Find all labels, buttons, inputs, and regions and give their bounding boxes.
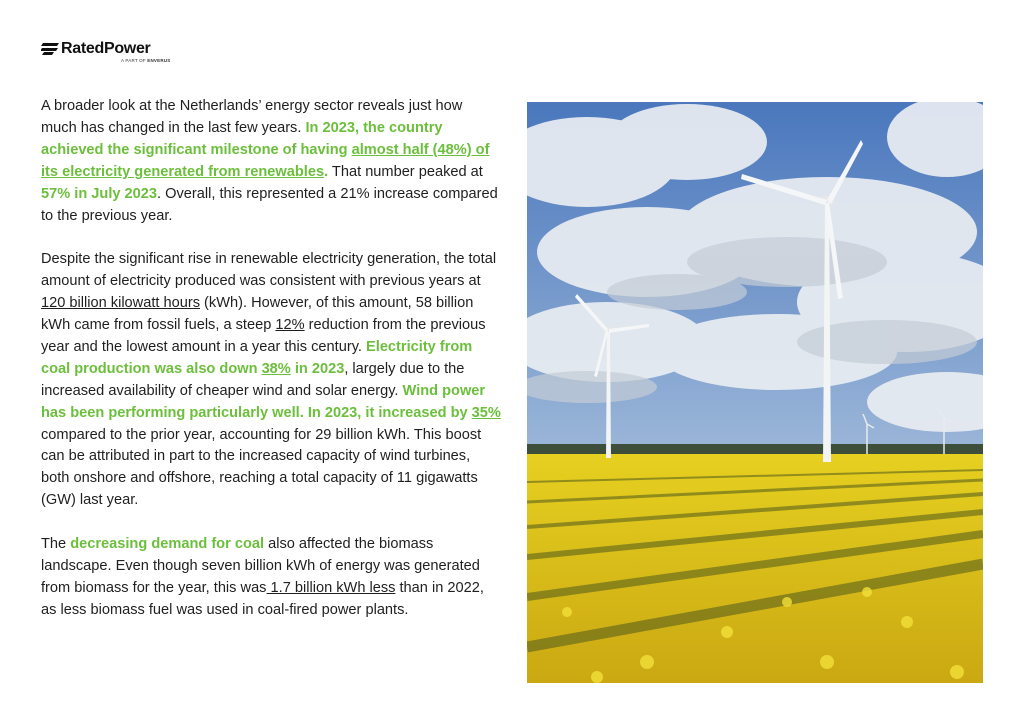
brand-tagline: A PART OF ENVERUS [121,58,171,63]
article-text [41,96,501,644]
link-35-percent[interactable]: 35% [471,404,501,421]
link-38-percent[interactable]: 38% [261,360,291,377]
ratedpower-logo [41,40,171,66]
link-120-billion-kwh[interactable]: 120 billion kilowatt hours [41,295,200,312]
paragraph-1: A broader look at the Netherlands’ energy sector reveals just how much has changed in the last few years. In 2023, the country achieved the significant milestone of having almost half (48%) of its electricity generated from renewables. That number peaked at 57% in July 2023. Overall, this represented a 21% increase compared to the previous year. [41,98,498,224]
link-almost-half[interactable]: almost half (48%) of its electricity generated from renewables [41,141,490,180]
paragraph-2: Despite the significant rise in renewable electricity generation, the total amount of electricity produced was consistent with previous years at 120 billion kilowatt hours (kWh). However, of this amount, 58 billion kWh came from fossil fuels, a steep 12% reduction from the previous year and the lowest amount in a year this century. Electricity from coal production was also down 38% in 2023, largely due to the increased availability of cheaper wind and solar energy. Wind power has been performing particularly well. In 2023, it increased by 35% compared to the prior year, accounting for 29 billion kWh. This boost can be attributed in part to the increased capacity of wind turbines, both onshore and offshore, reaching a total capacity of 11 gigawatts (GW) last year. [41,251,501,509]
highlight: Electricity from coal production was also down [41,338,473,377]
ratedpower-logo-icon [41,43,59,55]
link-12-percent[interactable]: 12% [275,317,305,334]
highlight: Wind power has been performing particularly well. In 2023, it increased by [41,382,486,421]
highlight: decreasing demand for coal [70,536,265,553]
link-1-7-billion-kwh[interactable]: 1.7 billion kWh less [266,579,396,596]
paragraph-3: The decreasing demand for coal also affected the biomass landscape. Even though seven billion kWh of energy was generated from biomass for the year, this was 1.7 billion kWh less than in 2022, as less biomass fuel was used in coal-fired power plants. [41,536,484,618]
photo-illustration [527,102,983,683]
wind-turbines-tulip-field-photo [527,102,983,683]
highlight: 57% in July 2023 [41,185,158,202]
brand-name: RatedPower [61,40,151,57]
highlight: In 2023, the country achieved the significant milestone of having [41,119,443,158]
